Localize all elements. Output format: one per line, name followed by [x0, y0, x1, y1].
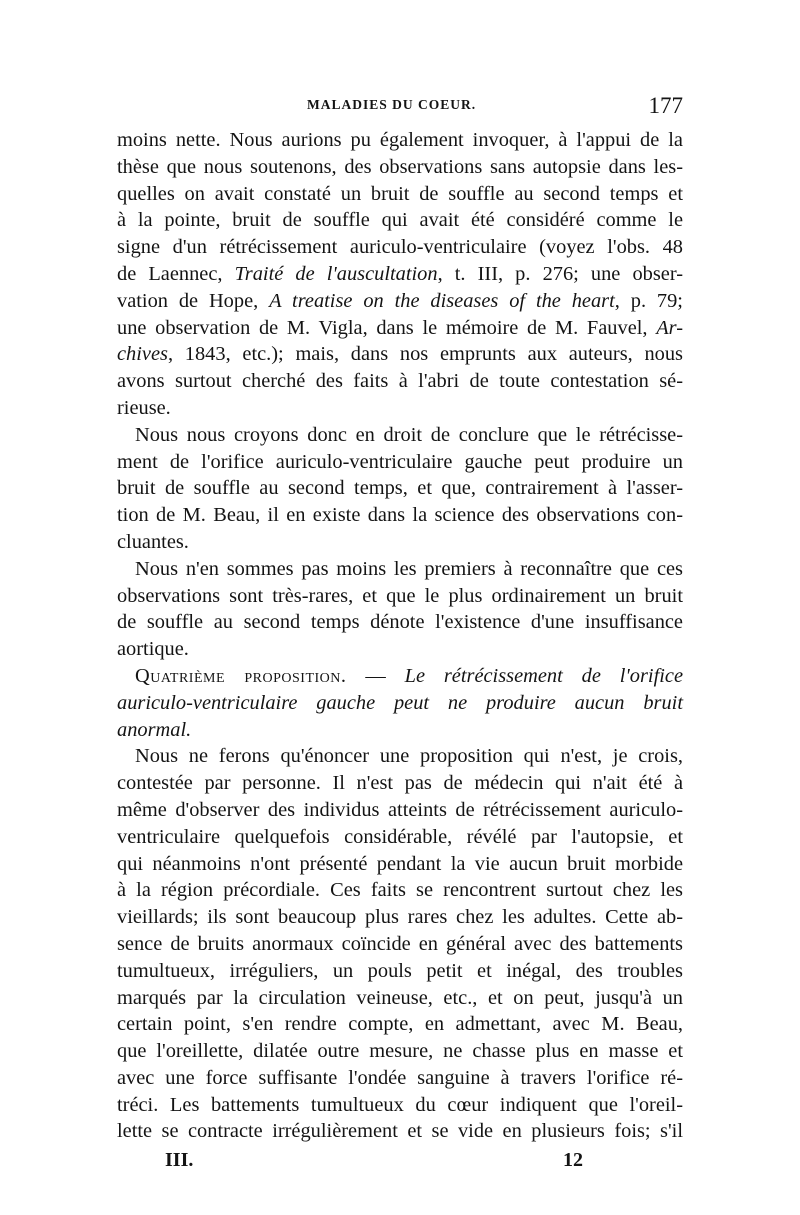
text-line: thèse que nous soutenons, des observations sans autopsie dans les- — [117, 155, 683, 178]
page-footer — [117, 1149, 683, 1179]
paragraph-2 — [117, 422, 683, 556]
proposition-label: Quatrième proposition. — [135, 664, 347, 687]
text-line: bruit de souffle au second temps, et que, contrairement à l'asser- — [117, 477, 683, 500]
text-line: à la pointe, bruit de souffle qui avait été considéré comme le — [117, 209, 683, 232]
text-line: vieillards; ils sont beaucoup plus rares chez les adultes. Cette ab- — [117, 906, 683, 929]
proposition-heading — [117, 663, 683, 743]
text-line: de souffle au second temps dénote l'existence d'une insuffisance — [117, 611, 683, 634]
text-run: — — [346, 664, 405, 687]
page — [117, 95, 683, 1179]
text-line — [117, 690, 683, 717]
signature-number: 12 — [563, 1149, 583, 1172]
citation-title: Traité de l'auscultation — [234, 262, 438, 285]
text-line: même d'observer des individus atteints de rétrécissement auriculo- — [117, 798, 683, 821]
text-line: Nous ne ferons qu'énoncer une proposition qui n'est, je crois, — [135, 745, 683, 768]
text-line: cluantes. — [117, 530, 189, 553]
text-run: une observation de M. Vigla, dans le mémoire de M. Fauvel, — [117, 316, 657, 339]
text-line: rieuse. — [117, 396, 171, 419]
text-line — [117, 717, 683, 744]
text-line: moins nette. Nous aurions pu également invoquer, à l'appui de la — [117, 129, 683, 151]
text-run: vation de Hope, — [117, 289, 270, 312]
text-run: , p. 79; — [614, 289, 683, 312]
text-line: Nous n'en sommes pas moins les premiers à reconnaître que ces — [135, 557, 683, 580]
text-line: avons surtout cherché des faits à l'abri de toute contestation sé- — [117, 370, 683, 393]
proposition-text: anormal. — [117, 718, 192, 741]
text-line: ment de l'orifice auriculo-ventriculaire gauche peut produire un — [117, 450, 683, 473]
text-line: avec une force suffisante l'ondée sanguine à travers l'orifice ré- — [117, 1066, 683, 1089]
text-line: lette se contracte irrégulièrement et se vide en plusieurs fois; s'il — [117, 1120, 683, 1143]
text-line — [117, 261, 683, 288]
text-line: ventriculaire quelquefois considérable, révélé par l'autopsie, et — [117, 825, 683, 848]
citation-title: Ar- — [656, 316, 683, 339]
text-line: tréci. Les battements tumultueux du cœur indiquent que l'oreil- — [117, 1093, 683, 1116]
text-line: certain point, s'en rendre compte, en admettant, avec M. Beau, — [117, 1013, 683, 1036]
citation-title: A treatise on the diseases of the heart — [269, 289, 615, 312]
text-line: sence de bruits anormaux coïncide en général avec des battements — [117, 932, 683, 955]
text-line: qui néanmoins n'ont présenté pendant la vie aucun bruit morbide — [117, 852, 683, 875]
text-line: quelles on avait constaté un bruit de souffle au second temps et — [117, 182, 683, 205]
paragraph-5 — [117, 743, 683, 1145]
text-line — [117, 341, 683, 368]
text-line: marqués par la circulation veineuse, etc., et on peut, jusqu'à un — [117, 986, 683, 1009]
text-run: de Laennec, — [117, 262, 235, 285]
text-line: observations sont très-rares, et que le plus ordinairement un bruit — [117, 584, 683, 607]
paragraph-3 — [117, 556, 683, 663]
text-line: aortique. — [117, 638, 189, 661]
running-title: MALADIES DU COEUR. — [307, 97, 477, 112]
text-line — [117, 315, 683, 342]
proposition-text: auriculo-ventriculaire gauche peut ne produire aucun bruit — [117, 691, 683, 714]
text-line: Nous nous croyons donc en droit de conclure que le rétrécisse- — [135, 423, 683, 446]
proposition-text: Le rétrécissement de l'orifice — [404, 664, 683, 687]
text-run: , 1843, etc.); mais, dans nos emprunts aux auteurs, nous — [167, 343, 683, 366]
page-header — [117, 95, 683, 127]
text-line: contestée par personne. Il n'est pas de médecin qui n'ait été à — [117, 772, 683, 795]
citation-title: chives — [117, 343, 168, 366]
text-line — [117, 663, 683, 690]
text-line: que l'oreillette, dilatée outre mesure, ne chasse plus en masse et — [117, 1040, 683, 1063]
text-line: signe d'un rétrécissement auriculo-ventriculaire (voyez l'obs. 48 — [117, 236, 683, 259]
text-run: , t. III, p. 276; une obser- — [437, 262, 683, 285]
text-line: tion de M. Beau, il en existe dans la science des observations con- — [117, 504, 683, 527]
paragraph-1 — [117, 127, 683, 422]
text-line: tumultueux, irréguliers, un pouls petit et inégal, des troubles — [117, 959, 683, 982]
signature-volume: III. — [165, 1149, 194, 1172]
page-number: 177 — [648, 93, 683, 118]
text-line — [117, 288, 683, 315]
text-line: à la région précordiale. Ces faits se rencontrent surtout chez les — [117, 879, 683, 902]
